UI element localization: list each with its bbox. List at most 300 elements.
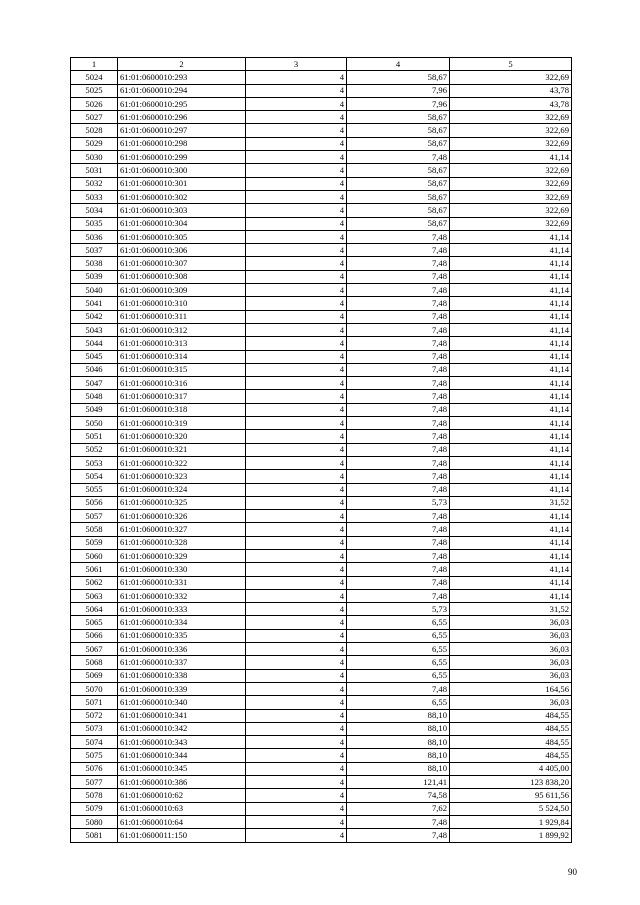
cadastral-number-cell: 61:01:0600010:317 xyxy=(118,390,246,403)
table-row xyxy=(71,789,572,802)
col3-cell: 4 xyxy=(246,337,347,350)
col3-cell: 4 xyxy=(246,536,347,549)
col5-cell: 5 524,50 xyxy=(450,802,572,815)
col4-cell: 58,67 xyxy=(347,124,450,137)
row-number-cell: 5028 xyxy=(71,124,118,137)
table-row xyxy=(71,164,572,177)
col5-cell: 31,52 xyxy=(450,496,572,509)
col4-cell: 5,73 xyxy=(347,603,450,616)
column-header: 3 xyxy=(246,58,347,71)
col4-cell: 7,48 xyxy=(347,297,450,310)
row-number-cell: 5035 xyxy=(71,217,118,230)
table-row xyxy=(71,629,572,642)
column-header: 1 xyxy=(71,58,118,71)
table-row xyxy=(71,284,572,297)
col4-cell: 88,10 xyxy=(347,736,450,749)
row-number-cell: 5055 xyxy=(71,483,118,496)
col4-cell: 7,48 xyxy=(347,443,450,456)
cadastral-number-cell: 61:01:0600010:299 xyxy=(118,151,246,164)
cadastral-number-cell: 61:01:0600010:322 xyxy=(118,456,246,469)
cadastral-number-cell: 61:01:0600010:345 xyxy=(118,762,246,775)
cadastral-number-cell: 61:01:0600010:306 xyxy=(118,244,246,257)
row-number-cell: 5040 xyxy=(71,284,118,297)
column-header: 5 xyxy=(450,58,572,71)
cadastral-number-cell: 61:01:0600010:296 xyxy=(118,111,246,124)
cadastral-number-cell: 61:01:0600010:313 xyxy=(118,337,246,350)
row-number-cell: 5065 xyxy=(71,616,118,629)
cadastral-number-cell: 61:01:0600010:330 xyxy=(118,563,246,576)
col4-cell: 7,48 xyxy=(347,483,450,496)
col5-cell: 41,14 xyxy=(450,443,572,456)
row-number-cell: 5068 xyxy=(71,656,118,669)
col3-cell: 4 xyxy=(246,164,347,177)
col3-cell: 4 xyxy=(246,510,347,523)
table-row xyxy=(71,151,572,164)
table-row xyxy=(71,496,572,509)
cadastral-number-cell: 61:01:0600010:337 xyxy=(118,656,246,669)
table-row xyxy=(71,682,572,695)
row-number-cell: 5027 xyxy=(71,111,118,124)
col4-cell: 7,62 xyxy=(347,802,450,815)
table-row xyxy=(71,802,572,815)
col3-cell: 4 xyxy=(246,722,347,735)
col5-cell: 322,69 xyxy=(450,71,572,84)
col5-cell: 41,14 xyxy=(450,337,572,350)
col5-cell: 322,69 xyxy=(450,124,572,137)
table-row xyxy=(71,230,572,243)
col5-cell: 41,14 xyxy=(450,403,572,416)
data-table xyxy=(70,57,572,843)
cadastral-number-cell: 61:01:0600010:298 xyxy=(118,137,246,150)
col4-cell: 7,48 xyxy=(347,417,450,430)
col5-cell: 41,14 xyxy=(450,549,572,562)
table-row xyxy=(71,310,572,323)
row-number-cell: 5078 xyxy=(71,789,118,802)
column-header: 2 xyxy=(118,58,246,71)
row-number-cell: 5053 xyxy=(71,456,118,469)
col5-cell: 41,14 xyxy=(450,151,572,164)
cadastral-number-cell: 61:01:0600011:150 xyxy=(118,829,246,842)
row-number-cell: 5044 xyxy=(71,337,118,350)
col4-cell: 58,67 xyxy=(347,137,450,150)
col4-cell: 7,48 xyxy=(347,829,450,842)
table-row xyxy=(71,576,572,589)
col4-cell: 6,55 xyxy=(347,696,450,709)
row-number-cell: 5081 xyxy=(71,829,118,842)
cadastral-number-cell: 61:01:0600010:333 xyxy=(118,603,246,616)
table-row xyxy=(71,257,572,270)
col5-cell: 484,55 xyxy=(450,736,572,749)
table-row xyxy=(71,589,572,602)
col3-cell: 4 xyxy=(246,815,347,828)
table-row xyxy=(71,363,572,376)
row-number-cell: 5077 xyxy=(71,776,118,789)
col3-cell: 4 xyxy=(246,363,347,376)
row-number-cell: 5039 xyxy=(71,270,118,283)
col3-cell: 4 xyxy=(246,616,347,629)
col5-cell: 41,14 xyxy=(450,483,572,496)
col4-cell: 7,96 xyxy=(347,84,450,97)
cadastral-number-cell: 61:01:0600010:62 xyxy=(118,789,246,802)
col4-cell: 6,55 xyxy=(347,643,450,656)
col5-cell: 41,14 xyxy=(450,270,572,283)
col5-cell: 322,69 xyxy=(450,217,572,230)
row-number-cell: 5024 xyxy=(71,71,118,84)
col4-cell: 121,41 xyxy=(347,776,450,789)
col3-cell: 4 xyxy=(246,377,347,390)
col3-cell: 4 xyxy=(246,776,347,789)
col4-cell: 7,48 xyxy=(347,589,450,602)
table-row xyxy=(71,403,572,416)
table-row xyxy=(71,776,572,789)
table-row xyxy=(71,417,572,430)
row-number-cell: 5030 xyxy=(71,151,118,164)
row-number-cell: 5033 xyxy=(71,190,118,203)
col4-cell: 7,48 xyxy=(347,230,450,243)
col4-cell: 7,48 xyxy=(347,430,450,443)
table-row xyxy=(71,722,572,735)
col5-cell: 41,14 xyxy=(450,417,572,430)
row-number-cell: 5045 xyxy=(71,350,118,363)
col3-cell: 4 xyxy=(246,323,347,336)
col3-cell: 4 xyxy=(246,217,347,230)
row-number-cell: 5080 xyxy=(71,815,118,828)
table-row xyxy=(71,217,572,230)
col4-cell: 7,48 xyxy=(347,456,450,469)
col4-cell: 7,48 xyxy=(347,563,450,576)
row-number-cell: 5029 xyxy=(71,137,118,150)
row-number-cell: 5066 xyxy=(71,629,118,642)
col5-cell: 41,14 xyxy=(450,430,572,443)
cadastral-number-cell: 61:01:0600010:297 xyxy=(118,124,246,137)
col3-cell: 4 xyxy=(246,603,347,616)
row-number-cell: 5060 xyxy=(71,549,118,562)
col4-cell: 58,67 xyxy=(347,111,450,124)
row-number-cell: 5075 xyxy=(71,749,118,762)
col5-cell: 4 405,00 xyxy=(450,762,572,775)
table-row xyxy=(71,323,572,336)
cadastral-number-cell: 61:01:0600010:311 xyxy=(118,310,246,323)
col4-cell: 7,48 xyxy=(347,390,450,403)
table-row xyxy=(71,84,572,97)
col4-cell: 7,48 xyxy=(347,549,450,562)
row-number-cell: 5034 xyxy=(71,204,118,217)
table-row xyxy=(71,736,572,749)
col4-cell: 7,48 xyxy=(347,337,450,350)
row-number-cell: 5050 xyxy=(71,417,118,430)
col3-cell: 4 xyxy=(246,456,347,469)
col4-cell: 5,73 xyxy=(347,496,450,509)
table-row xyxy=(71,483,572,496)
table-row xyxy=(71,430,572,443)
col3-cell: 4 xyxy=(246,71,347,84)
col3-cell: 4 xyxy=(246,762,347,775)
row-number-cell: 5059 xyxy=(71,536,118,549)
col3-cell: 4 xyxy=(246,297,347,310)
table-row xyxy=(71,762,572,775)
col4-cell: 7,48 xyxy=(347,470,450,483)
col5-cell: 41,14 xyxy=(450,510,572,523)
col4-cell: 7,48 xyxy=(347,523,450,536)
row-number-cell: 5067 xyxy=(71,643,118,656)
row-number-cell: 5041 xyxy=(71,297,118,310)
cadastral-number-cell: 61:01:0600010:334 xyxy=(118,616,246,629)
cadastral-number-cell: 61:01:0600010:340 xyxy=(118,696,246,709)
col3-cell: 4 xyxy=(246,230,347,243)
table-row xyxy=(71,696,572,709)
table-row xyxy=(71,350,572,363)
row-number-cell: 5058 xyxy=(71,523,118,536)
table-row xyxy=(71,749,572,762)
table-row xyxy=(71,669,572,682)
col3-cell: 4 xyxy=(246,802,347,815)
col5-cell: 31,52 xyxy=(450,603,572,616)
table-row xyxy=(71,563,572,576)
col3-cell: 4 xyxy=(246,204,347,217)
cadastral-number-cell: 61:01:0600010:302 xyxy=(118,190,246,203)
table-row xyxy=(71,456,572,469)
row-number-cell: 5042 xyxy=(71,310,118,323)
col4-cell: 58,67 xyxy=(347,164,450,177)
row-number-cell: 5049 xyxy=(71,403,118,416)
table-row xyxy=(71,643,572,656)
row-number-cell: 5038 xyxy=(71,257,118,270)
table-row xyxy=(71,270,572,283)
col4-cell: 7,48 xyxy=(347,244,450,257)
col3-cell: 4 xyxy=(246,244,347,257)
table-row xyxy=(71,536,572,549)
col3-cell: 4 xyxy=(246,589,347,602)
col5-cell: 36,03 xyxy=(450,656,572,669)
row-number-cell: 5057 xyxy=(71,510,118,523)
col3-cell: 4 xyxy=(246,417,347,430)
col5-cell: 322,69 xyxy=(450,177,572,190)
col4-cell: 7,48 xyxy=(347,682,450,695)
col5-cell: 322,69 xyxy=(450,111,572,124)
col4-cell: 6,55 xyxy=(347,629,450,642)
col5-cell: 41,14 xyxy=(450,456,572,469)
row-number-cell: 5056 xyxy=(71,496,118,509)
cadastral-number-cell: 61:01:0600010:312 xyxy=(118,323,246,336)
table-row xyxy=(71,523,572,536)
col5-cell: 36,03 xyxy=(450,643,572,656)
col5-cell: 36,03 xyxy=(450,629,572,642)
table-row xyxy=(71,124,572,137)
col5-cell: 322,69 xyxy=(450,204,572,217)
row-number-cell: 5061 xyxy=(71,563,118,576)
col3-cell: 4 xyxy=(246,190,347,203)
row-number-cell: 5046 xyxy=(71,363,118,376)
col4-cell: 6,55 xyxy=(347,656,450,669)
col4-cell: 6,55 xyxy=(347,616,450,629)
col5-cell: 43,78 xyxy=(450,97,572,110)
table-row xyxy=(71,177,572,190)
cadastral-number-cell: 61:01:0600010:308 xyxy=(118,270,246,283)
cadastral-number-cell: 61:01:0600010:301 xyxy=(118,177,246,190)
col3-cell: 4 xyxy=(246,669,347,682)
col3-cell: 4 xyxy=(246,789,347,802)
table-row xyxy=(71,656,572,669)
row-number-cell: 5052 xyxy=(71,443,118,456)
col4-cell: 7,48 xyxy=(347,310,450,323)
col5-cell: 36,03 xyxy=(450,696,572,709)
row-number-cell: 5069 xyxy=(71,669,118,682)
table-row xyxy=(71,204,572,217)
col4-cell: 7,48 xyxy=(347,815,450,828)
table-row xyxy=(71,97,572,110)
table-row xyxy=(71,510,572,523)
row-number-cell: 5036 xyxy=(71,230,118,243)
table-row xyxy=(71,390,572,403)
row-number-cell: 5048 xyxy=(71,390,118,403)
col4-cell: 6,55 xyxy=(347,669,450,682)
row-number-cell: 5047 xyxy=(71,377,118,390)
cadastral-number-cell: 61:01:0600010:335 xyxy=(118,629,246,642)
col5-cell: 41,14 xyxy=(450,470,572,483)
col5-cell: 41,14 xyxy=(450,350,572,363)
table-body xyxy=(71,58,572,843)
row-number-cell: 5072 xyxy=(71,709,118,722)
col5-cell: 484,55 xyxy=(450,749,572,762)
col5-cell: 41,14 xyxy=(450,297,572,310)
col3-cell: 4 xyxy=(246,643,347,656)
col4-cell: 7,48 xyxy=(347,403,450,416)
cadastral-number-cell: 61:01:0600010:318 xyxy=(118,403,246,416)
cadastral-number-cell: 61:01:0600010:314 xyxy=(118,350,246,363)
col3-cell: 4 xyxy=(246,470,347,483)
col3-cell: 4 xyxy=(246,84,347,97)
cadastral-number-cell: 61:01:0600010:329 xyxy=(118,549,246,562)
cadastral-number-cell: 61:01:0600010:386 xyxy=(118,776,246,789)
row-number-cell: 5073 xyxy=(71,722,118,735)
col3-cell: 4 xyxy=(246,284,347,297)
col5-cell: 322,69 xyxy=(450,164,572,177)
col4-cell: 7,48 xyxy=(347,284,450,297)
cadastral-number-cell: 61:01:0600010:328 xyxy=(118,536,246,549)
col4-cell: 7,48 xyxy=(347,151,450,164)
col5-cell: 1 929,84 xyxy=(450,815,572,828)
col5-cell: 41,14 xyxy=(450,244,572,257)
table-row xyxy=(71,111,572,124)
cadastral-number-cell: 61:01:0600010:341 xyxy=(118,709,246,722)
col3-cell: 4 xyxy=(246,310,347,323)
col4-cell: 7,48 xyxy=(347,323,450,336)
col4-cell: 58,67 xyxy=(347,204,450,217)
row-number-cell: 5054 xyxy=(71,470,118,483)
cadastral-number-cell: 61:01:0600010:326 xyxy=(118,510,246,523)
col4-cell: 58,67 xyxy=(347,177,450,190)
row-number-cell: 5037 xyxy=(71,244,118,257)
col4-cell: 58,67 xyxy=(347,190,450,203)
col3-cell: 4 xyxy=(246,709,347,722)
cadastral-number-cell: 61:01:0600010:332 xyxy=(118,589,246,602)
col5-cell: 41,14 xyxy=(450,257,572,270)
row-number-cell: 5026 xyxy=(71,97,118,110)
cadastral-number-cell: 61:01:0600010:309 xyxy=(118,284,246,297)
col3-cell: 4 xyxy=(246,682,347,695)
cadastral-number-cell: 61:01:0600010:310 xyxy=(118,297,246,310)
col3-cell: 4 xyxy=(246,483,347,496)
col5-cell: 41,14 xyxy=(450,589,572,602)
cadastral-number-cell: 61:01:0600010:343 xyxy=(118,736,246,749)
cadastral-number-cell: 61:01:0600010:344 xyxy=(118,749,246,762)
row-number-cell: 5031 xyxy=(71,164,118,177)
col3-cell: 4 xyxy=(246,696,347,709)
row-number-cell: 5071 xyxy=(71,696,118,709)
col5-cell: 41,14 xyxy=(450,323,572,336)
cadastral-number-cell: 61:01:0600010:293 xyxy=(118,71,246,84)
cadastral-number-cell: 61:01:0600010:63 xyxy=(118,802,246,815)
col3-cell: 4 xyxy=(246,549,347,562)
cadastral-number-cell: 61:01:0600010:294 xyxy=(118,84,246,97)
col5-cell: 484,55 xyxy=(450,722,572,735)
col5-cell: 41,14 xyxy=(450,310,572,323)
row-number-cell: 5062 xyxy=(71,576,118,589)
table-row xyxy=(71,443,572,456)
row-number-cell: 5025 xyxy=(71,84,118,97)
col3-cell: 4 xyxy=(246,97,347,110)
table-row xyxy=(71,190,572,203)
cadastral-number-cell: 61:01:0600010:321 xyxy=(118,443,246,456)
col4-cell: 88,10 xyxy=(347,709,450,722)
col5-cell: 41,14 xyxy=(450,536,572,549)
col3-cell: 4 xyxy=(246,443,347,456)
row-number-cell: 5063 xyxy=(71,589,118,602)
col5-cell: 164,56 xyxy=(450,682,572,695)
col4-cell: 88,10 xyxy=(347,749,450,762)
row-number-cell: 5051 xyxy=(71,430,118,443)
table-row xyxy=(71,470,572,483)
row-number-cell: 5079 xyxy=(71,802,118,815)
cadastral-number-cell: 61:01:0600010:331 xyxy=(118,576,246,589)
col3-cell: 4 xyxy=(246,151,347,164)
col5-cell: 43,78 xyxy=(450,84,572,97)
col3-cell: 4 xyxy=(246,257,347,270)
col3-cell: 4 xyxy=(246,430,347,443)
page-number: 90 xyxy=(568,867,577,877)
col4-cell: 7,96 xyxy=(347,97,450,110)
col5-cell: 36,03 xyxy=(450,616,572,629)
col3-cell: 4 xyxy=(246,111,347,124)
col4-cell: 7,48 xyxy=(347,363,450,376)
table-row xyxy=(71,829,572,842)
table-row xyxy=(71,137,572,150)
cadastral-number-cell: 61:01:0600010:339 xyxy=(118,682,246,695)
col5-cell: 41,14 xyxy=(450,523,572,536)
col4-cell: 7,48 xyxy=(347,257,450,270)
col4-cell: 7,48 xyxy=(347,510,450,523)
col5-cell: 123 838,20 xyxy=(450,776,572,789)
row-number-cell: 5064 xyxy=(71,603,118,616)
col3-cell: 4 xyxy=(246,403,347,416)
col4-cell: 7,48 xyxy=(347,576,450,589)
col5-cell: 41,14 xyxy=(450,284,572,297)
table-row xyxy=(71,709,572,722)
col3-cell: 4 xyxy=(246,390,347,403)
col4-cell: 7,48 xyxy=(347,377,450,390)
cadastral-number-cell: 61:01:0600010:305 xyxy=(118,230,246,243)
row-number-cell: 5074 xyxy=(71,736,118,749)
table-row xyxy=(71,297,572,310)
col4-cell: 74,58 xyxy=(347,789,450,802)
col5-cell: 95 611,56 xyxy=(450,789,572,802)
row-number-cell: 5043 xyxy=(71,323,118,336)
cadastral-number-cell: 61:01:0600010:325 xyxy=(118,496,246,509)
table-row xyxy=(71,549,572,562)
cadastral-number-cell: 61:01:0600010:64 xyxy=(118,815,246,828)
cadastral-number-cell: 61:01:0600010:336 xyxy=(118,643,246,656)
col4-cell: 7,48 xyxy=(347,536,450,549)
